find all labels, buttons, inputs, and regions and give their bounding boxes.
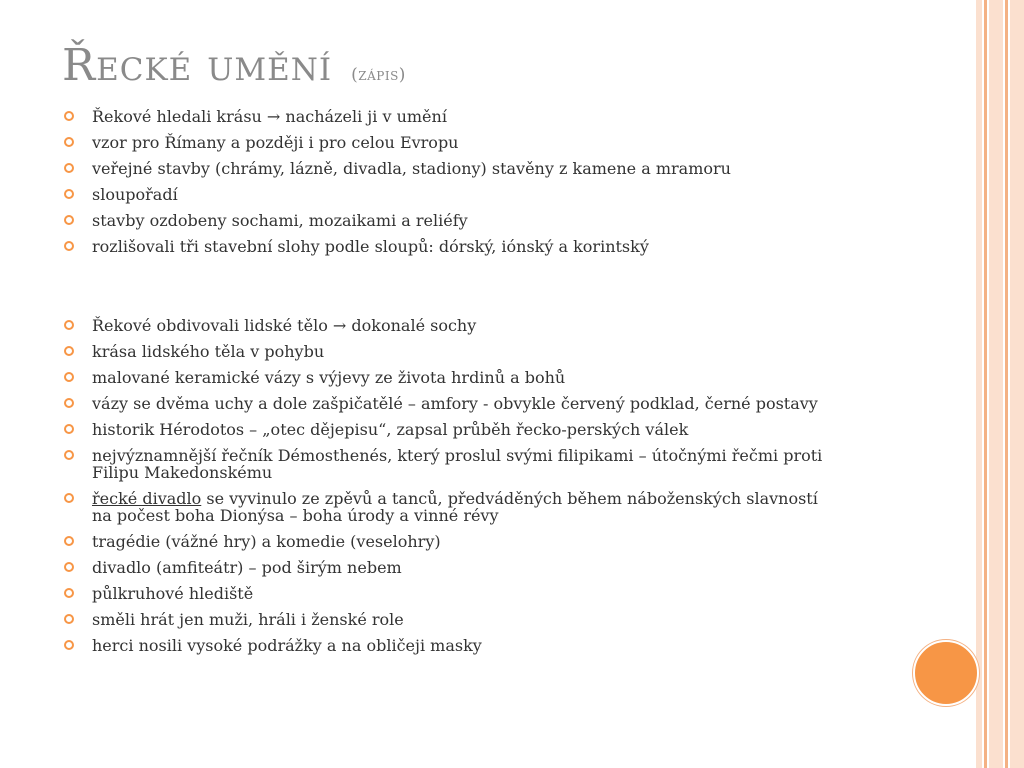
bullet-text: stavby ozdobeny sochami, mozaikami a reliéfy xyxy=(92,211,468,230)
slide-title-text: Řecké umění xyxy=(62,40,333,91)
bullet-text: krása lidského těla v pohybu xyxy=(92,342,325,361)
bullet-item xyxy=(64,421,822,438)
bullet-item xyxy=(64,238,731,255)
bullet-text: půlkruhové hlediště xyxy=(92,584,254,603)
bullet-icon xyxy=(64,536,74,546)
bullet-item xyxy=(64,317,822,334)
bullet-icon xyxy=(64,163,74,173)
bullet-text: vázy se dvěma uchy a dole zašpičatělé – amfory - obvykle červený podklad, černé postavy xyxy=(92,394,818,413)
bullet-text: směli hrát jen muži, hráli i ženské role xyxy=(92,610,404,629)
bullet-text-line2: na počest boha Dionýsa – boha úrody a vinné révy xyxy=(92,506,499,525)
bullet-icon xyxy=(64,562,74,572)
bullet-icon xyxy=(64,588,74,598)
bullet-item xyxy=(64,637,822,654)
bullet-item xyxy=(64,585,822,602)
bullet-list-architecture xyxy=(64,108,731,264)
bullet-icon xyxy=(64,450,74,460)
bullet-icon xyxy=(64,640,74,650)
bullet-icon xyxy=(64,137,74,147)
bullet-icon xyxy=(64,424,74,434)
bullet-text: herci nosili vysoké podrážky a na obličeji masky xyxy=(92,636,482,655)
bullet-item xyxy=(64,559,822,576)
bullet-icon xyxy=(64,493,74,503)
bullet-text-line1: nejvýznamnější řečník Démosthenés, který proslul svými filipikami – útočnými řečmi proti xyxy=(92,446,823,465)
bullet-icon xyxy=(64,189,74,199)
bullet-item xyxy=(64,611,822,628)
bullet-icon xyxy=(64,320,74,330)
bullet-icon xyxy=(64,398,74,408)
bullet-item xyxy=(64,369,822,386)
bullet-item xyxy=(64,395,822,412)
bullet-item xyxy=(64,134,731,151)
bullet-text-line2: Filipu Makedonskému xyxy=(92,463,273,482)
bullet-text: veřejné stavby (chrámy, lázně, divadla, stadiony) stavěny z kamene a mramoru xyxy=(92,159,731,178)
stripe-5 xyxy=(1010,0,1024,768)
bullet-item xyxy=(64,160,731,177)
bullet-list-art-theatre xyxy=(64,317,822,663)
slide-subtitle: (zápis) xyxy=(351,65,406,85)
bullet-text: historik Hérodotos – „otec dějepisu“, zapsal průběh řecko-perských válek xyxy=(92,420,689,439)
bullet-icon xyxy=(64,614,74,624)
bullet-item xyxy=(64,108,731,125)
bullet-icon xyxy=(64,111,74,121)
stripe-3 xyxy=(989,0,1003,768)
bullet-item xyxy=(64,343,822,360)
stripe-4 xyxy=(1005,0,1008,768)
decorative-stripes xyxy=(976,0,1024,768)
bullet-text: sloupořadí xyxy=(92,185,178,204)
bullet-text: tragédie (vážné hry) a komedie (veselohry) xyxy=(92,532,441,551)
stripe-1 xyxy=(976,0,982,768)
bullet-item xyxy=(64,490,822,524)
bullet-item xyxy=(64,186,731,203)
bullet-icon xyxy=(64,215,74,225)
underlined-term: řecké divadlo xyxy=(92,489,202,508)
slide-title xyxy=(62,40,406,91)
bullet-text: vzor pro Římany a později i pro celou Evropu xyxy=(92,133,459,152)
bullet-text: rozlišovali tři stavební slohy podle sloupů: dórský, iónský a korintský xyxy=(92,237,649,256)
bullet-item xyxy=(64,447,822,481)
bullet-item xyxy=(64,212,731,229)
bullet-text: Řekové hledali krásu → nacházeli ji v umění xyxy=(92,107,447,126)
stripe-2 xyxy=(984,0,987,768)
bullet-icon xyxy=(64,346,74,356)
bullet-text: divadlo (amfiteátr) – pod širým nebem xyxy=(92,558,402,577)
bullet-item xyxy=(64,533,822,550)
bullet-text: Řekové obdivovali lidské tělo → dokonalé sochy xyxy=(92,316,477,335)
decorative-circle xyxy=(913,640,979,706)
bullet-icon xyxy=(64,372,74,382)
bullet-text: malované keramické vázy s výjevy ze života hrdinů a bohů xyxy=(92,368,566,387)
bullet-icon xyxy=(64,241,74,251)
bullet-text-rest: se vyvinulo ze zpěvů a tanců, předváděných během náboženských slavností xyxy=(201,489,818,508)
